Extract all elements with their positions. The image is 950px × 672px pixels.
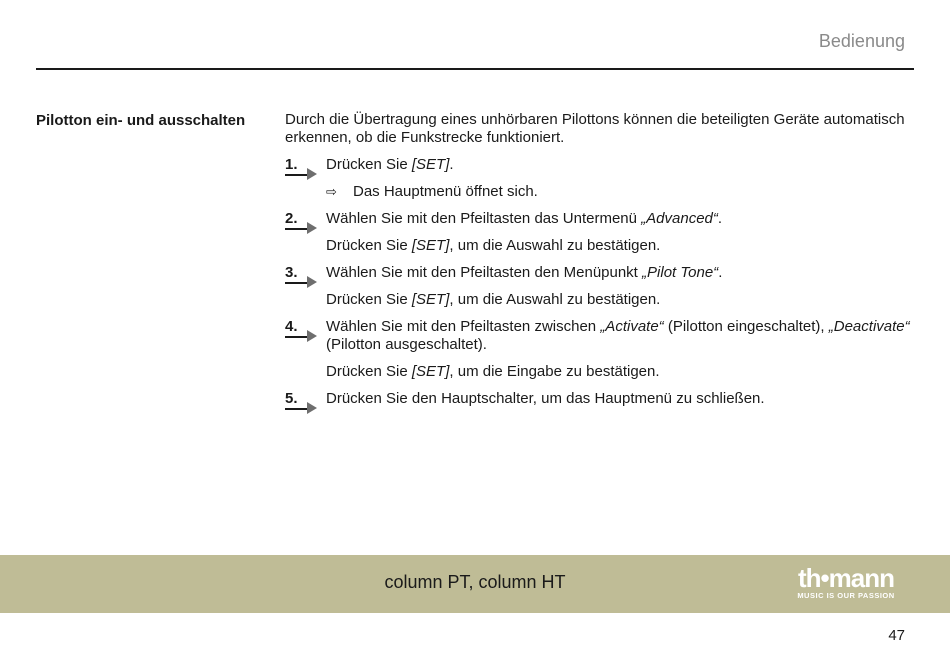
text: . [717, 210, 723, 227]
step-2 [285, 210, 915, 255]
step-instruction [326, 318, 915, 354]
triangle-right-icon [307, 168, 317, 180]
step-instruction [326, 210, 915, 228]
step-result [326, 183, 915, 201]
footer-product-name: column PT, column HT [384, 572, 566, 592]
step-confirm [326, 237, 915, 255]
logo-wordmark: th•mann [798, 563, 894, 593]
text: Wählen Sie mit den Pfeiltasten den Menüpunkt [326, 264, 643, 281]
step-4 [285, 318, 915, 381]
step-1 [285, 156, 915, 201]
text: Drücken Sie [326, 363, 412, 380]
step-underline [285, 282, 307, 284]
step-instruction: Drücken Sie den Hauptschalter, um das Hauptmenü zu schließen. [326, 390, 765, 407]
step-number [285, 156, 319, 176]
page-header-title: Bedienung [818, 31, 905, 51]
key-name: [SET] [411, 237, 450, 254]
step-confirm [326, 363, 915, 381]
text: . [718, 264, 723, 281]
text: Drücken Sie [326, 291, 412, 308]
intro-paragraph: Durch die Übertragung eines unhörbaren Pilottons können die beteiligten Geräte automatisch erkennen, ob die Funkstrecke funktioniert. [285, 111, 905, 146]
triangle-right-icon [307, 330, 317, 342]
step-underline [285, 228, 307, 230]
header-divider [36, 68, 914, 70]
step-number [285, 318, 319, 338]
text: Drücken Sie [326, 237, 412, 254]
key-name: [SET] [411, 291, 450, 308]
text: Drücken Sie [326, 156, 412, 173]
step-confirm [326, 291, 915, 309]
logo-tagline: MUSIC IS OUR PASSION [797, 591, 895, 600]
text: , um die Eingabe zu bestätigen. [449, 363, 660, 380]
text: . [449, 156, 454, 173]
step-number [285, 264, 319, 284]
step-underline [285, 174, 307, 176]
thomann-logo [787, 565, 905, 601]
result-text: Das Hauptmenü öffnet sich. [353, 183, 538, 200]
section-heading: Pilotton ein- und ausschalten [36, 112, 246, 129]
section-content [285, 111, 915, 417]
step-instruction [326, 156, 915, 174]
option-name: „Activate“ [600, 318, 664, 335]
step-number-text: 4. [285, 318, 298, 335]
footer-band [0, 555, 950, 613]
text: (Pilotton eingeschaltet), [663, 318, 829, 335]
text: (Pilotton ausgeschaltet). [326, 336, 487, 353]
hollow-arrow-right-icon: ⇨ [326, 184, 337, 199]
step-5 [285, 390, 915, 408]
step-number-text: 5. [285, 390, 298, 407]
menu-item-name: „Advanced“ [641, 210, 718, 227]
text: , um die Auswahl zu bestätigen. [449, 291, 661, 308]
page-number: 47 [888, 627, 905, 644]
step-number-text: 2. [285, 210, 298, 227]
text: , um die Auswahl zu bestätigen. [449, 237, 661, 254]
step-number-text: 3. [285, 264, 298, 281]
step-number [285, 210, 319, 230]
option-name: „Deactivate“ [828, 318, 910, 335]
triangle-right-icon [307, 222, 317, 234]
step-underline [285, 336, 307, 338]
step-3 [285, 264, 915, 309]
text: Wählen Sie mit den Pfeiltasten zwischen [326, 318, 601, 335]
text: Wählen Sie mit den Pfeiltasten das Untermenü [326, 210, 642, 227]
triangle-right-icon [307, 276, 317, 288]
key-name: [SET] [411, 363, 450, 380]
step-instruction [326, 264, 915, 282]
step-number [285, 390, 319, 410]
key-name: [SET] [411, 156, 450, 173]
step-number-text: 1. [285, 156, 298, 173]
step-underline [285, 408, 307, 410]
menu-item-name: „Pilot Tone“ [642, 264, 719, 281]
triangle-right-icon [307, 402, 317, 414]
